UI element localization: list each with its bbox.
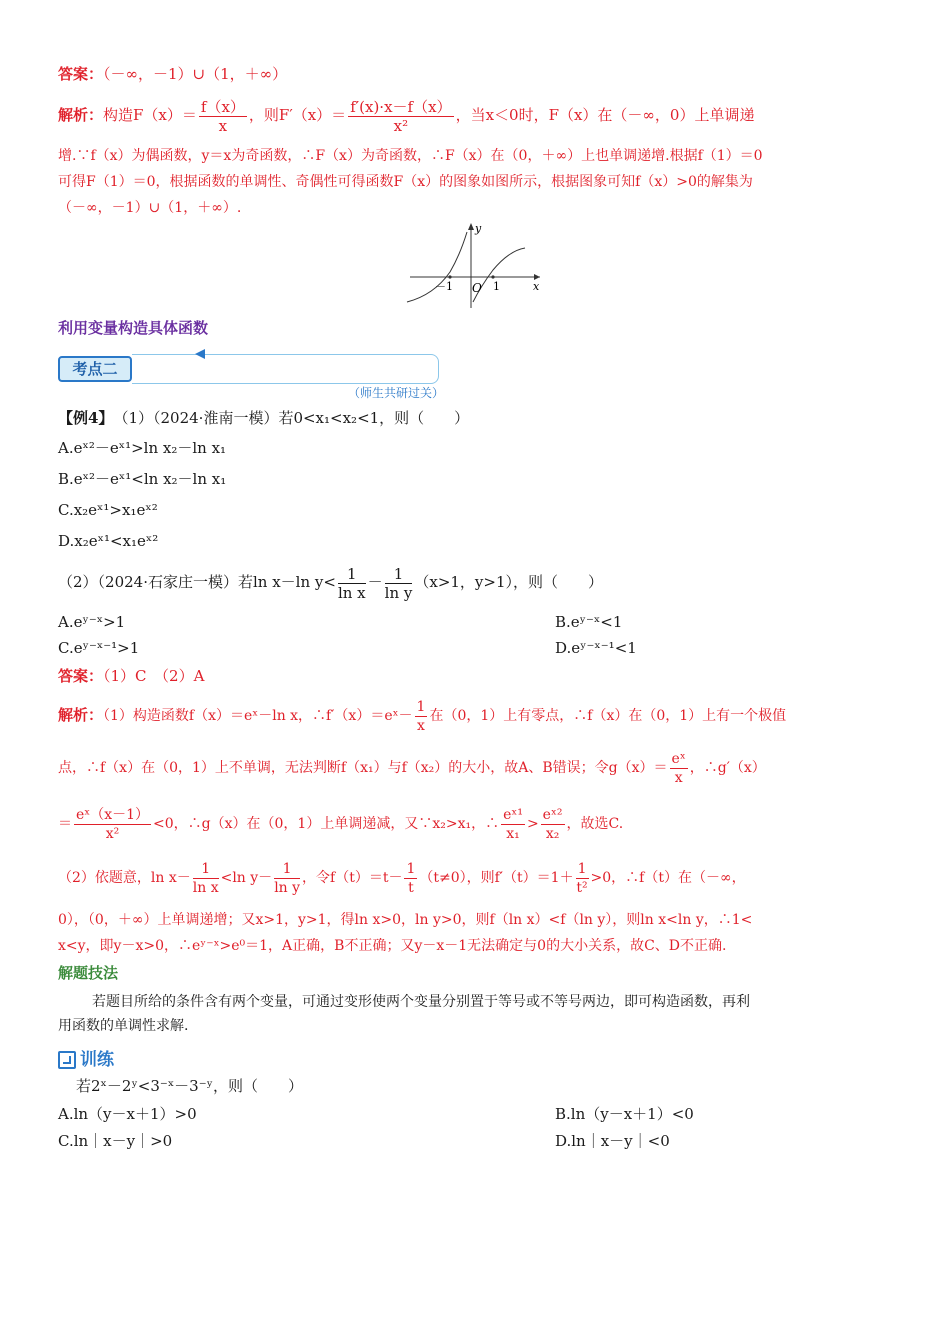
fraction-num: f′(x)·x－f（x） bbox=[350, 97, 452, 116]
fraction bbox=[415, 698, 428, 735]
example-heading bbox=[58, 408, 469, 428]
example-part1: （1）（2024·淮南一模）若0<x₁<x₂<1，则（ ） bbox=[120, 409, 470, 427]
fraction-num: 1 bbox=[193, 860, 219, 879]
fraction-den: ln y bbox=[274, 879, 301, 896]
fraction-den: x bbox=[674, 769, 683, 786]
example-part2 bbox=[58, 560, 603, 604]
analysis-line-2: 增.∵f（x）为偶函数，y＝x为奇函数，∴F（x）为奇函数，∴F（x）在（0，＋∞）上也单调递增.根据f（1）＝0 bbox=[58, 148, 763, 164]
analysis-text: ，故选C. bbox=[566, 816, 624, 832]
fraction-num: 1 bbox=[406, 860, 416, 877]
option-a: A.eˣ²－eˣ¹>ln x₂－ln x₁ bbox=[58, 439, 227, 457]
fraction-den: t bbox=[408, 879, 414, 896]
analysis-text: 构造F（x）＝ bbox=[103, 106, 197, 124]
analysis2-line-6: x<y，即y－x>0，∴eʸ⁻ˣ>e⁰＝1，A正确，B不正确；又y－x－1无法确定与0的大小关系，故C、D不正确. bbox=[58, 938, 727, 954]
origin-label: O bbox=[472, 281, 482, 295]
answer-text: （－∞，－1）∪（1，＋∞） bbox=[103, 65, 288, 83]
fraction-num: eˣ bbox=[671, 750, 686, 767]
analysis-text: ，当x＜0时，F（x）在（－∞，0）上单调递 bbox=[455, 106, 755, 124]
fraction-den: ln x bbox=[192, 879, 219, 896]
fraction-num: 1 bbox=[385, 565, 413, 584]
analysis-text: ，令f（t）＝t－ bbox=[302, 870, 403, 886]
y-label: y bbox=[475, 222, 482, 235]
answer-label: 答案： bbox=[58, 667, 104, 685]
fraction bbox=[338, 565, 366, 602]
section-title: 利用变量构造具体函数 bbox=[58, 319, 209, 337]
fraction bbox=[670, 750, 688, 787]
training-title: 训练 bbox=[80, 1050, 114, 1070]
fraction bbox=[404, 860, 417, 897]
fraction bbox=[199, 98, 247, 135]
option-c: C.x₂eˣ¹>x₁eˣ² bbox=[58, 501, 158, 519]
analysis2-line-2 bbox=[58, 748, 766, 788]
fraction-den: x² bbox=[393, 116, 409, 135]
fraction-num: f（x） bbox=[200, 97, 245, 116]
fraction bbox=[541, 806, 565, 843]
analysis-text: <ln y－ bbox=[220, 870, 273, 886]
fraction-den: x bbox=[218, 116, 228, 135]
part2-text: （2）（2024·石家庄一模）若ln x－ln y< bbox=[58, 573, 336, 591]
kaodian-frame bbox=[132, 354, 439, 384]
analysis-text: 在（0，1）上有零点，∴f（x）在（0，1）上有一个极值 bbox=[429, 708, 787, 724]
answer-line-1 bbox=[58, 64, 287, 84]
fraction-num: 1 bbox=[416, 698, 426, 715]
root-point bbox=[448, 275, 451, 278]
option-b2: B.eʸ⁻ˣ<1 bbox=[555, 613, 623, 631]
y-axis-arrow-icon bbox=[468, 223, 474, 230]
analysis2-line-4 bbox=[58, 858, 746, 898]
fraction-den: x bbox=[417, 717, 425, 734]
training-option-b: B.ln（y－x＋1）<0 bbox=[555, 1105, 694, 1123]
fraction-num: 1 bbox=[338, 565, 366, 584]
analysis-label: 解析： bbox=[58, 706, 104, 724]
analysis-line-4: （－∞，－1）∪（1，＋∞）. bbox=[58, 200, 242, 216]
fraction-num: eˣ（x－1） bbox=[76, 806, 150, 823]
part2-text: （x>1，y>1），则（ ） bbox=[414, 573, 604, 591]
analysis-text: （1）构造函数f（x）＝eˣ－ln x，∴f′（x）＝eˣ－ bbox=[103, 708, 413, 724]
analysis2-line-5: 0），（0，＋∞）上单调递增；又x>1，y>1，得ln x>0，ln y>0，则f（ln x）<f（ln y），则ln x<ln y，∴1< bbox=[58, 912, 753, 928]
analysis-line-3: 可得F（1）＝0，根据函数的单调性、奇偶性可得函数F（x）的图象如图所示，根据图象可知f（x）>0的解集为 bbox=[58, 174, 753, 190]
training-option-c: C.ln｜x－y｜>0 bbox=[58, 1132, 173, 1150]
answer-label: 答案： bbox=[58, 65, 104, 83]
answer-line-2 bbox=[58, 666, 204, 686]
fraction-den: x₂ bbox=[545, 825, 560, 842]
fraction bbox=[576, 860, 589, 897]
option-c2: C.eʸ⁻ˣ⁻¹>1 bbox=[58, 639, 140, 657]
analysis-text: <0，∴g（x）在（0，1）上单调递减，又∵x₂>x₁，∴ bbox=[153, 816, 500, 832]
training-question: 若2ˣ－2ʸ<3⁻ˣ－3⁻ʸ，则（ ） bbox=[76, 1077, 303, 1095]
option-d: D.x₂eˣ¹<x₁eˣ² bbox=[58, 532, 159, 550]
example-label: 【例4】 bbox=[58, 409, 106, 427]
function-graph bbox=[405, 220, 550, 310]
kaodian-note: （师生共研过关） bbox=[348, 386, 445, 400]
fraction-den: ln x bbox=[337, 583, 366, 602]
analysis-text: > bbox=[526, 816, 539, 832]
analysis2-line-3 bbox=[58, 804, 623, 844]
fraction bbox=[274, 860, 300, 897]
analysis-line-1 bbox=[58, 96, 754, 135]
pos-one-label: 1 bbox=[493, 280, 500, 293]
analysis-text: ，∴g′（x） bbox=[689, 760, 766, 776]
fraction bbox=[501, 806, 525, 843]
kaodian-badge: 考点二 bbox=[58, 356, 132, 382]
fraction bbox=[193, 860, 219, 897]
fraction-num: 1 bbox=[577, 860, 587, 877]
analysis-text: （2）依题意，ln x－ bbox=[58, 870, 191, 886]
technique-line-2: 用函数的单调性求解. bbox=[58, 1018, 189, 1034]
fraction-den: t² bbox=[576, 879, 588, 896]
fraction-num: 1 bbox=[274, 860, 300, 879]
option-d2: D.eʸ⁻ˣ⁻¹<1 bbox=[555, 639, 637, 657]
technique-title: 解题技法 bbox=[58, 964, 119, 982]
analysis-text: 点，∴f（x）在（0，1）上不单调，无法判断f（x₁）与f（x₂）的大小，故A、B错误；令g（x）＝ bbox=[58, 760, 668, 776]
analysis2-line-1 bbox=[58, 695, 786, 736]
fraction-num: eˣ¹ bbox=[503, 806, 523, 823]
fraction bbox=[348, 98, 453, 135]
training-option-d: D.ln｜x－y｜<0 bbox=[555, 1132, 670, 1150]
x-label: x bbox=[533, 280, 540, 293]
analysis-text: （t≠0），则f′（t）＝1＋ bbox=[419, 870, 574, 886]
fraction bbox=[74, 806, 151, 843]
neg-one-label: －1 bbox=[435, 280, 453, 293]
fraction-den: x₁ bbox=[506, 825, 520, 842]
training-option-a: A.ln（y－x＋1）>0 bbox=[58, 1105, 197, 1123]
analysis-text: ＝ bbox=[58, 816, 72, 832]
fraction bbox=[385, 565, 413, 602]
fraction-num: eˣ² bbox=[542, 806, 563, 823]
arrow-left-icon bbox=[195, 349, 207, 359]
analysis-label: 解析： bbox=[58, 106, 104, 124]
training-icon bbox=[58, 1051, 76, 1069]
part2-text: － bbox=[367, 573, 383, 591]
option-a2: A.eʸ⁻ˣ>1 bbox=[58, 613, 126, 631]
option-b: B.eˣ²－eˣ¹<ln x₂－ln x₁ bbox=[58, 470, 227, 488]
training-heading bbox=[58, 1048, 114, 1072]
analysis-text: >0，∴f（t）在（－∞， bbox=[590, 870, 746, 886]
answer-text: （1）C （2）A bbox=[103, 667, 205, 685]
root-point bbox=[491, 275, 494, 278]
fraction-den: x² bbox=[105, 825, 120, 842]
analysis-text: ，则F′（x）＝ bbox=[248, 106, 347, 124]
technique-line-1: 若题目所给的条件含有两个变量，可通过变形使两个变量分别置于等号或不等号两边，即可构造函数，再利 bbox=[92, 994, 750, 1010]
fraction-den: ln y bbox=[384, 583, 413, 602]
